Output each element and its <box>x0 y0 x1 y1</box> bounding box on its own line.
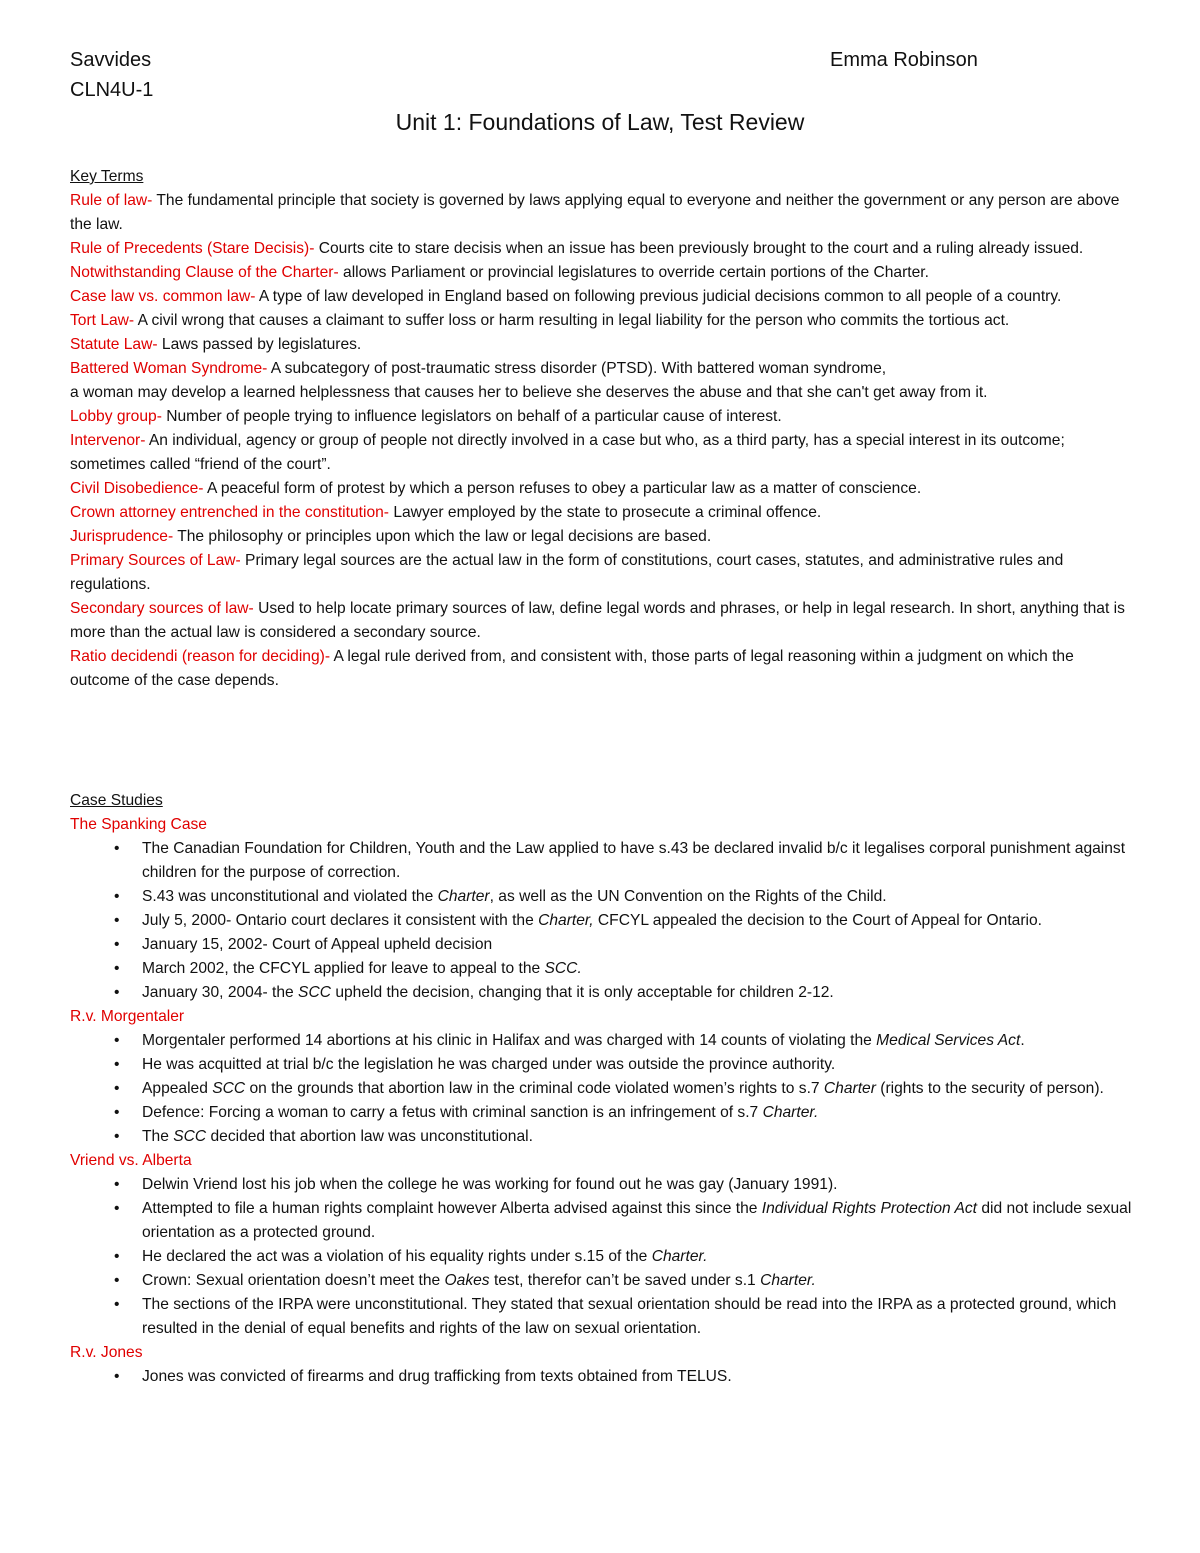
key-term-definition: The philosophy or principles upon which the law or legal decisions are based. <box>173 528 712 545</box>
bullet-text: decided that abortion law was unconstitutional. <box>206 1128 533 1145</box>
case-bullet <box>142 909 1135 933</box>
bullet-text: Appealed <box>142 1080 213 1097</box>
bullet-text: March 2002, the CFCYL applied for leave to appeal to the <box>142 960 545 977</box>
key-term-name: Tort Law- <box>70 312 135 329</box>
italic-text: Charter. <box>760 1272 816 1289</box>
case-bullet <box>142 1293 1135 1341</box>
key-term-name: Rule of law- <box>70 192 153 209</box>
bullet-text: Attempted to file a human rights complaint however Alberta advised against this since the <box>142 1200 762 1217</box>
key-term-name: Ratio decidendi (reason for deciding)- <box>70 648 331 665</box>
key-term <box>70 501 1135 525</box>
key-term-name: Lobby group- <box>70 408 162 425</box>
key-term-definition: Laws passed by legislatures. <box>157 336 362 353</box>
case-bullet-list <box>70 1029 1135 1149</box>
key-term <box>70 645 1135 693</box>
bullet-text: He was acquitted at trial b/c the legislation he was charged under was outside the province authority. <box>142 1056 836 1073</box>
bullet-text: January 30, 2004- the <box>142 984 299 1001</box>
key-term-name: Crown attorney entrenched in the constitution- <box>70 504 389 521</box>
case-bullet-list <box>70 1173 1135 1341</box>
key-terms-section <box>70 165 1135 693</box>
key-term-definition: Primary legal sources are the actual law in the form of constitutions, court cases, statutes, and administrative rules and regulations. <box>70 552 1064 593</box>
case-bullet <box>142 933 1135 957</box>
teacher-name: Savvides <box>70 49 152 71</box>
key-term <box>70 285 1135 309</box>
key-terms-list <box>70 189 1135 693</box>
key-term-definition: Used to help locate primary sources of law, define legal words and phrases, or help in legal research. In short, anything that is more than the actual law is considered a secondary source. <box>70 600 1125 641</box>
bullet-text: Crown: Sexual orientation doesn’t meet the <box>142 1272 445 1289</box>
case-bullet <box>142 837 1135 885</box>
case-bullet <box>142 1365 1135 1389</box>
bullet-text: July 5, 2000- Ontario court declares it consistent with the <box>142 912 539 929</box>
bullet-text: Defence: Forcing a woman to carry a fetus with criminal sanction is an infringement of s.7 <box>142 1104 763 1121</box>
case-bullet <box>142 1197 1135 1245</box>
key-term-definition: A civil wrong that causes a claimant to suffer loss or harm resulting in legal liability for the person who commits the tortious act. <box>134 312 1010 329</box>
case-bullet <box>142 1029 1135 1053</box>
bullet-text: , as well as the UN Convention on the Rights of the Child. <box>489 888 887 905</box>
case-title: The Spanking Case <box>70 816 207 833</box>
key-term-definition: A peaceful form of protest by which a person refuses to obey a particular law as a matter of conscience. <box>203 480 922 497</box>
key-term-definition: A legal rule derived from, and consistent with, those parts of legal reasoning within a judgment on which the outcome of the case depends. <box>70 648 1074 689</box>
italic-text: Charter, <box>538 912 594 929</box>
case-bullet <box>142 957 1135 981</box>
key-term <box>70 333 1135 357</box>
italic-text: Medical Services Act <box>876 1032 1021 1049</box>
bullet-text: . <box>1020 1032 1025 1049</box>
key-term <box>70 525 1135 549</box>
bullet-text: The Canadian Foundation for Children, Youth and the Law applied to have s.43 be declared invalid b/c it legalises corporal punishment against children for the purpose of correction. <box>142 840 1126 881</box>
case-bullet <box>142 1269 1135 1293</box>
italic-text: Charter <box>823 1080 876 1097</box>
case-bullet <box>142 1101 1135 1125</box>
key-term <box>70 597 1135 645</box>
case-bullet <box>142 1125 1135 1149</box>
italic-text: SCC <box>298 984 331 1001</box>
key-terms-heading: Key Terms <box>70 168 144 185</box>
bullet-text: January 15, 2002- Court of Appeal upheld decision <box>142 936 493 953</box>
italic-text: SCC. <box>544 960 582 977</box>
key-term-name: Rule of Precedents (Stare Decisis)- <box>70 240 315 257</box>
case-studies-section <box>70 789 1135 1389</box>
key-term-definition: An individual, agency or group of people not directly involved in a case but who, as a third party, has a special interest in its outcome; sometimes called “friend of the court”. <box>70 432 1065 473</box>
bullet-text: upheld the decision, changing that it is only acceptable for children 2-12. <box>330 984 834 1001</box>
key-term-definition: Lawyer employed by the state to prosecute a criminal offence. <box>389 504 822 521</box>
key-term-definition: allows Parliament or provincial legislatures to override certain portions of the Charter. <box>338 264 929 281</box>
case-studies-heading: Case Studies <box>70 792 163 809</box>
bullet-text: The <box>142 1128 174 1145</box>
italic-text: SCC <box>212 1080 246 1097</box>
italic-text: Charter <box>437 888 490 905</box>
key-term-definition: Courts cite to stare decisis when an issue has been previously brought to the court and a ruling already issued. <box>314 240 1084 257</box>
case-studies-list <box>70 813 1135 1389</box>
key-term-name: Case law vs. common law- <box>70 288 256 305</box>
bullet-text: (rights to the security of person). <box>875 1080 1104 1097</box>
key-term <box>70 477 1135 501</box>
case-bullet <box>142 885 1135 909</box>
bullet-text: CFCYL appealed the decision to the Court of Appeal for Ontario. <box>593 912 1043 929</box>
key-term-continuation: a woman may develop a learned helplessness that causes her to believe she deserves the abuse and that she can't get away from it. <box>70 384 988 401</box>
key-term-definition: Number of people trying to influence legislators on behalf of a particular cause of interest. <box>161 408 782 425</box>
key-term-name: Notwithstanding Clause of the Charter- <box>70 264 339 281</box>
bullet-text: Jones was convicted of firearms and drug trafficking from texts obtained from TELUS. <box>142 1368 732 1385</box>
student-name: Emma Robinson <box>830 49 978 71</box>
case-bullet <box>142 1053 1135 1077</box>
key-term-name: Civil Disobedience- <box>70 480 204 497</box>
case-bullet <box>142 981 1135 1005</box>
key-term <box>70 309 1135 333</box>
key-term-name: Jurisprudence- <box>70 528 174 545</box>
case-title: Vriend vs. Alberta <box>70 1152 192 1169</box>
italic-text: Charter. <box>651 1248 708 1265</box>
key-term-definition: The fundamental principle that society is governed by laws applying equal to everyone and neither the government or any person are above the law. <box>70 192 1120 233</box>
case-title: R.v. Morgentaler <box>70 1008 185 1025</box>
key-term-name: Intervenor- <box>70 432 146 449</box>
key-term-name: Statute Law- <box>70 336 158 353</box>
bullet-text: test, therefor can’t be saved under s.1 <box>489 1272 761 1289</box>
course-code: CLN4U-1 <box>70 79 154 101</box>
page-title: Unit 1: Foundations of Law, Test Review <box>395 109 805 135</box>
case-bullet <box>142 1245 1135 1269</box>
case-bullet <box>142 1077 1135 1101</box>
key-term <box>70 189 1135 237</box>
case-bullet-list <box>70 1365 1135 1389</box>
italic-text: Individual Rights Protection Act <box>761 1200 978 1217</box>
key-term-name: Secondary sources of law- <box>70 600 254 617</box>
case-title: R.v. Jones <box>70 1344 143 1361</box>
bullet-text: Morgentaler performed 14 abortions at his clinic in Halifax and was charged with 14 counts of violating the <box>142 1032 877 1049</box>
key-term <box>70 261 1135 285</box>
bullet-text: S.43 was unconstitutional and violated the <box>142 888 438 905</box>
bullet-text: He declared the act was a violation of his equality rights under s.15 of the <box>142 1248 652 1265</box>
italic-text: Oakes <box>444 1272 490 1289</box>
bullet-text: The sections of the IRPA were unconstitutional. They stated that sexual orientation should be read into the IRPA as a protected ground, which resulted in the denial of equal benefits and rights of the law on sexual orientation. <box>142 1296 1117 1337</box>
key-term-name: Battered Woman Syndrome- <box>70 360 268 377</box>
key-term-name: Primary Sources of Law- <box>70 552 241 569</box>
bullet-text: did not include sexual orientation as a protected ground. <box>142 1200 1132 1241</box>
key-term <box>70 549 1135 597</box>
key-term <box>70 237 1135 261</box>
bullet-text: Delwin Vriend lost his job when the college he was working for found out he was gay (January 1991). <box>142 1176 838 1193</box>
key-term-definition: A type of law developed in England based on following previous judicial decisions common to all people of a country. <box>255 288 1062 305</box>
key-term-definition: A subcategory of post-traumatic stress disorder (PTSD). With battered woman syndrome, <box>267 360 887 377</box>
key-term <box>70 405 1135 429</box>
bullet-text: on the grounds that abortion law in the criminal code violated women’s rights to s.7 <box>245 1080 824 1097</box>
italic-text: Charter. <box>762 1104 819 1121</box>
key-term <box>70 357 1135 381</box>
case-bullet-list <box>70 837 1135 1005</box>
key-term <box>70 429 1135 477</box>
italic-text: SCC <box>173 1128 207 1145</box>
case-bullet <box>142 1173 1135 1197</box>
